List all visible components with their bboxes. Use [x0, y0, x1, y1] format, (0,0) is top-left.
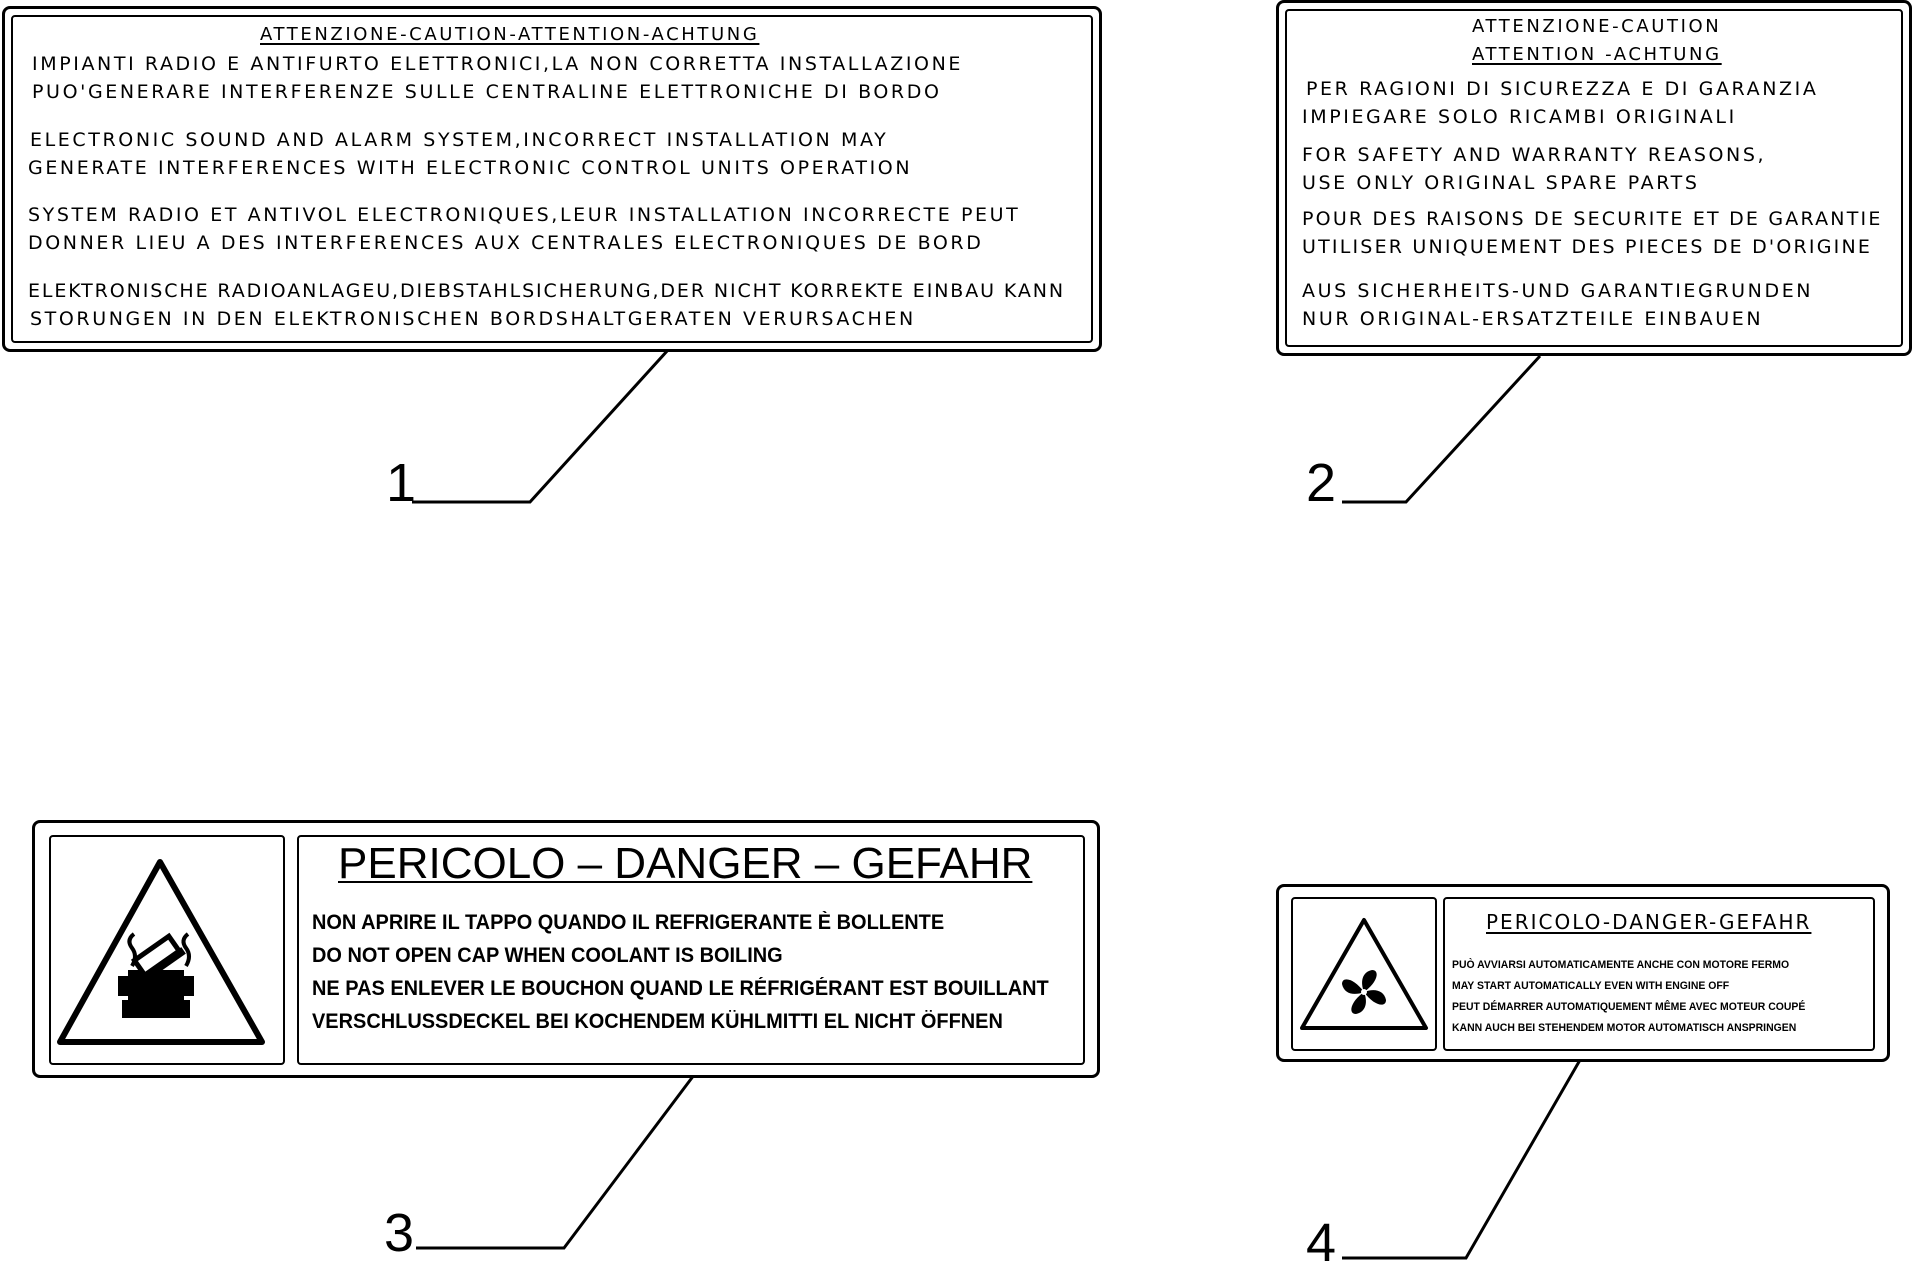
- fan-warning-icon: [1300, 916, 1430, 1034]
- leader-line-1: [412, 350, 668, 502]
- label-2-text-line: USE ONLY ORIGINAL SPARE PARTS: [1302, 172, 1700, 194]
- label-2-text-line: IMPIEGARE SOLO RICAMBI ORIGINALI: [1302, 106, 1737, 128]
- label-3-text-line: NE PAS ENLEVER LE BOUCHON QUAND LE RÉFRIGÉRANT EST BOUILLANT: [312, 977, 1049, 1000]
- leader-line-4: [1342, 1060, 1580, 1258]
- label-1-text-line: SYSTEM RADIO ET ANTIVOL ELECTRONIQUES,LEUR INSTALLATION INCORRECTE PEUT: [28, 204, 1021, 226]
- label-1-text-line: IMPIANTI RADIO E ANTIFURTO ELETTRONICI,LA NON CORRETTA INSTALLAZIONE: [32, 53, 964, 75]
- label-1-header: ATTENZIONE-CAUTION-ATTENTION-ACHTUNG: [260, 24, 760, 45]
- label-3-header: PERICOLO – DANGER – GEFAHR: [338, 839, 1033, 888]
- label-1-text-line: GENERATE INTERFERENCES WITH ELECTRONIC CONTROL UNITS OPERATION: [28, 157, 913, 179]
- label-3-text-line: NON APRIRE IL TAPPO QUANDO IL REFRIGERANTE È BOLLENTE: [312, 911, 945, 934]
- label-2-text-line: NUR ORIGINAL-ERSATZTEILE EINBAUEN: [1302, 308, 1764, 330]
- label-2-text-line: POUR DES RAISONS DE SECURITE ET DE GARANTIE: [1302, 208, 1883, 230]
- label-1-text-line: STORUNGEN IN DEN ELEKTRONISCHEN BORDSHALTGERATEN VERURSACHEN: [30, 308, 916, 330]
- label-2-header-line-2: ATTENTION -ACHTUNG: [1472, 44, 1722, 65]
- label-1-text-line: PUO'GENERARE INTERFERENZE SULLE CENTRALINE ELETTRONICHE DI BORDO: [32, 81, 942, 103]
- label-2-text-line: PER RAGIONI DI SICUREZZA E DI GARANZIA: [1306, 78, 1819, 100]
- label-3-text-line: VERSCHLUSSDECKEL BEI KOCHENDEM KÜHLMITTI EL NICHT ÖFFNEN: [312, 1010, 1003, 1033]
- label-2-text-line: FOR SAFETY AND WARRANTY REASONS,: [1302, 144, 1767, 166]
- label-3-number: 3: [384, 1203, 415, 1263]
- label-4-text-line: KANN AUCH BEI STEHENDEM MOTOR AUTOMATISCH ANSPRINGEN: [1452, 1022, 1797, 1034]
- label-1-text-line: ELEKTRONISCHE RADIOANLAGEU,DIEBSTAHLSICHERUNG,DER NICHT KORREKTE EINBAU KANN: [28, 280, 1066, 302]
- label-4-text-line: PEUT DÉMARRER AUTOMATIQUEMENT MÊME AVEC MOTEUR COUPÉ: [1452, 1001, 1806, 1013]
- label-4-header: PERICOLO-DANGER-GEFAHR: [1486, 910, 1812, 934]
- label-1-text-line: DONNER LIEU A DES INTERFERENCES AUX CENTRALES ELECTRONIQUES DE BORD: [28, 232, 984, 254]
- label-4-text-line: PUÒ AVVIARSI AUTOMATICAMENTE ANCHE CON MOTORE FERMO: [1452, 959, 1790, 971]
- label-1-number: 1: [386, 453, 417, 513]
- label-2-text-line: AUS SICHERHEITS-UND GARANTIEGRUNDEN: [1302, 280, 1814, 302]
- leader-line-3: [416, 1075, 694, 1248]
- label-2-number: 2: [1306, 453, 1337, 513]
- label-2-header-line-1: ATTENZIONE-CAUTION: [1472, 16, 1722, 37]
- label-2-text-line: UTILISER UNIQUEMENT DES PIECES DE D'ORIGINE: [1302, 236, 1873, 258]
- hot-coolant-warning-icon: [56, 858, 266, 1048]
- label-4-number: 4: [1306, 1213, 1337, 1273]
- leader-line-2: [1342, 356, 1540, 502]
- label-1-text-line: ELECTRONIC SOUND AND ALARM SYSTEM,INCORRECT INSTALLATION MAY: [30, 129, 889, 151]
- label-4-text-line: MAY START AUTOMATICALLY EVEN WITH ENGINE OFF: [1452, 980, 1730, 992]
- label-3-text-line: DO NOT OPEN CAP WHEN COOLANT IS BOILING: [312, 944, 783, 967]
